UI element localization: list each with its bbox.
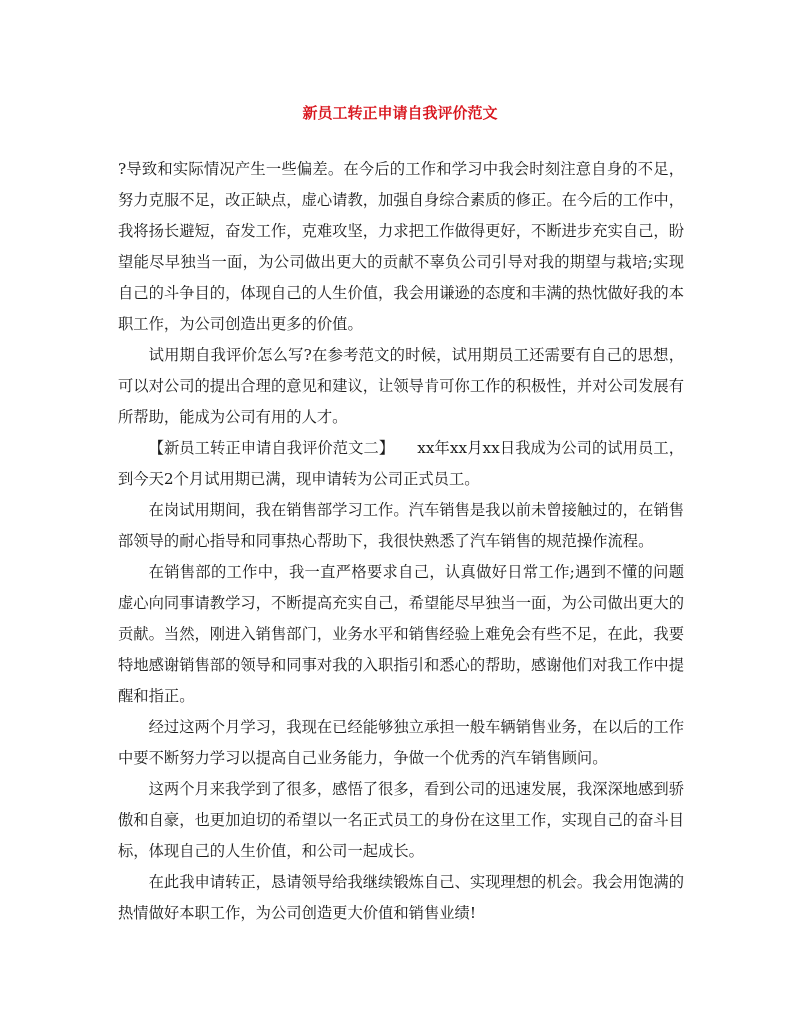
document-body — [118, 154, 684, 929]
paragraph-1: ?导致和实际情况产生一些偏差。在今后的工作和学习中我会时刻注意自身的不足，努力克服不足，改正缺点，虚心请教，加强自身综合素质的修正。在今后的工作中，我将扬长避短，奋发工作，克难攻坚，力求把工作做得更好，不断进步充实自己，盼望能尽早独当一面，为公司做出更大的贡献不辜负公司引导对我的期望与栽培;实现自己的斗争目的，体现自己的人生价值，我会用谦逊的态度和丰满的热忱做好我的本职工作，为公司创造出更多的价值。 — [118, 160, 684, 333]
paragraph-8: 在此我申请转正，恳请领导给我继续锻炼自己、实现理想的机会。我会用饱满的热情做好本职工作，为公司创造更大价值和销售业绩! — [118, 873, 684, 922]
paragraph-3: 【新员工转正申请自我评价范文二】 xx年xx月xx日我成为公司的试用员工，到今天2个月试用期已满，现申请转为公司正式员工。 — [118, 439, 684, 488]
paragraph-7: 这两个月来我学到了很多，感悟了很多，看到公司的迅速发展，我深深地感到骄傲和自豪，也更加迫切的希望以一名正式员工的身份在这里工作，实现自己的奋斗目标，体现自己的人生价值，和公司一起成长。 — [118, 780, 684, 860]
paragraph-2: 试用期自我评价怎么写?在参考范文的时候，试用期员工还需要有自己的思想，可以对公司的提出合理的意见和建议，让领导肯可你工作的积极性，并对公司发展有所帮助，能成为公司有用的人才。 — [118, 346, 684, 426]
paragraph-4: 在岗试用期间，我在销售部学习工作。汽车销售是我以前未曾接触过的，在销售部领导的耐心指导和同事热心帮助下，我很快熟悉了汽车销售的规范操作流程。 — [118, 501, 684, 550]
paragraph-5: 在销售部的工作中，我一直严格要求自己，认真做好日常工作;遇到不懂的问题虚心向同事请教学习，不断提高充实自己，希望能尽早独当一面，为公司做出更大的贡献。当然，刚进入销售部门，业务水平和销售经验上难免会有些不足，在此，我要特地感谢销售部的领导和同事对我的入职指引和悉心的帮助，感谢他们对我工作中提醒和指正。 — [118, 563, 684, 705]
document-title: 新员工转正申请自我评价范文 — [302, 104, 498, 122]
paragraph-6: 经过这两个月学习，我现在已经能够独立承担一般车辆销售业务，在以后的工作中要不断努力学习以提高自己业务能力，争做一个优秀的汽车销售顾问。 — [118, 718, 684, 767]
